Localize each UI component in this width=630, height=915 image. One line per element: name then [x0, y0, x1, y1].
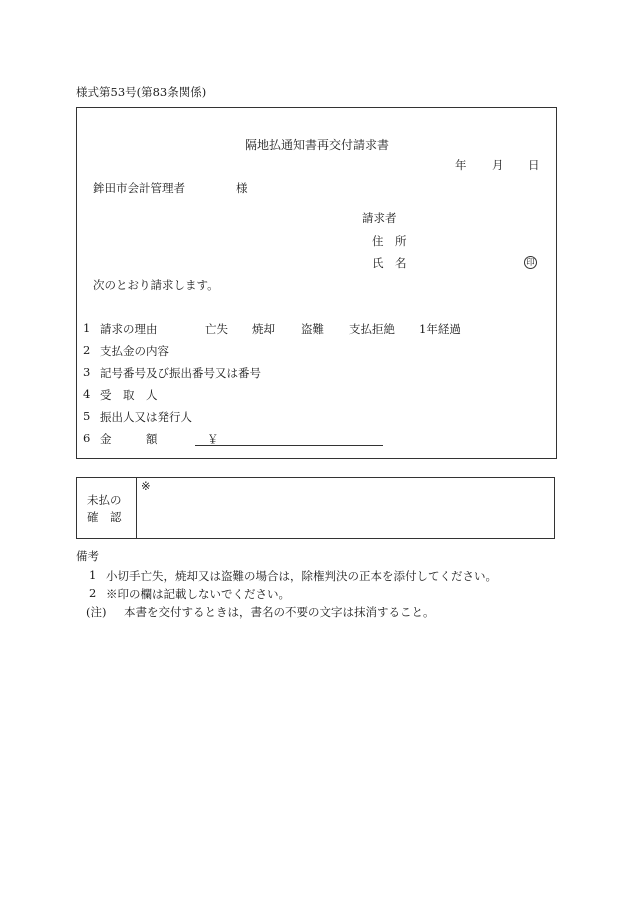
date-year: 年	[455, 158, 467, 172]
form-number: 様式第53号(第83条関係)	[76, 85, 207, 99]
requester-name-label: 氏 名	[372, 256, 407, 270]
item-6-number: 6	[83, 431, 91, 445]
remark-1-text: 小切手亡失，焼却又は盗難の場合は，除権判決の正本を添付してください。	[106, 569, 497, 583]
form-title: 隔地払通知書再交付請求書	[245, 138, 390, 152]
reason-one-year: 1年経過	[419, 322, 461, 336]
requester-label: 請求者	[362, 211, 397, 225]
addressee-honorific: 様	[236, 181, 248, 195]
item-5-label: 振出人又は発行人	[100, 410, 192, 424]
reason-theft: 盗難	[301, 322, 324, 336]
confirm-label-line1: 未払の	[87, 493, 122, 507]
seal-mark: 印	[524, 256, 537, 269]
item-1-label: 請求の理由	[100, 322, 158, 336]
remark-1-number: 1	[89, 568, 97, 582]
date-month: 月	[492, 158, 504, 172]
item-1-number: 1	[83, 321, 91, 335]
confirm-mark: ※	[141, 479, 151, 493]
note-text: 本書を交付するときは，書名の不要の文字は抹消すること。	[124, 605, 435, 619]
item-2-label: 支払金の内容	[100, 344, 169, 358]
addressee-name: 鉾田市会計管理者	[93, 181, 185, 195]
intro-text: 次のとおり請求します。	[93, 278, 219, 292]
item-4-label: 受 取 人	[100, 388, 158, 402]
item-3-label: 記号番号及び振出番号又は番号	[100, 366, 261, 380]
item-6-label: 金 額	[100, 432, 158, 446]
yen-sign: ￥	[207, 432, 219, 446]
reason-loss: 亡失	[205, 322, 228, 336]
remark-2-number: 2	[89, 586, 97, 600]
item-5-number: 5	[83, 409, 91, 423]
date-day: 日	[528, 158, 540, 172]
note-label: (注)	[86, 605, 107, 619]
reason-burned: 焼却	[252, 322, 275, 336]
remark-2-text: ※印の欄は記載しないでください。	[106, 587, 290, 601]
reason-payment-refused: 支払拒絶	[349, 322, 395, 336]
remarks-heading: 備考	[76, 549, 99, 563]
confirm-divider	[136, 477, 137, 539]
requester-address-label: 住 所	[372, 234, 407, 248]
confirm-label-line2: 確 認	[87, 510, 122, 524]
item-2-number: 2	[83, 343, 91, 357]
amount-underline	[195, 445, 383, 446]
item-4-number: 4	[83, 387, 91, 401]
item-3-number: 3	[83, 365, 91, 379]
